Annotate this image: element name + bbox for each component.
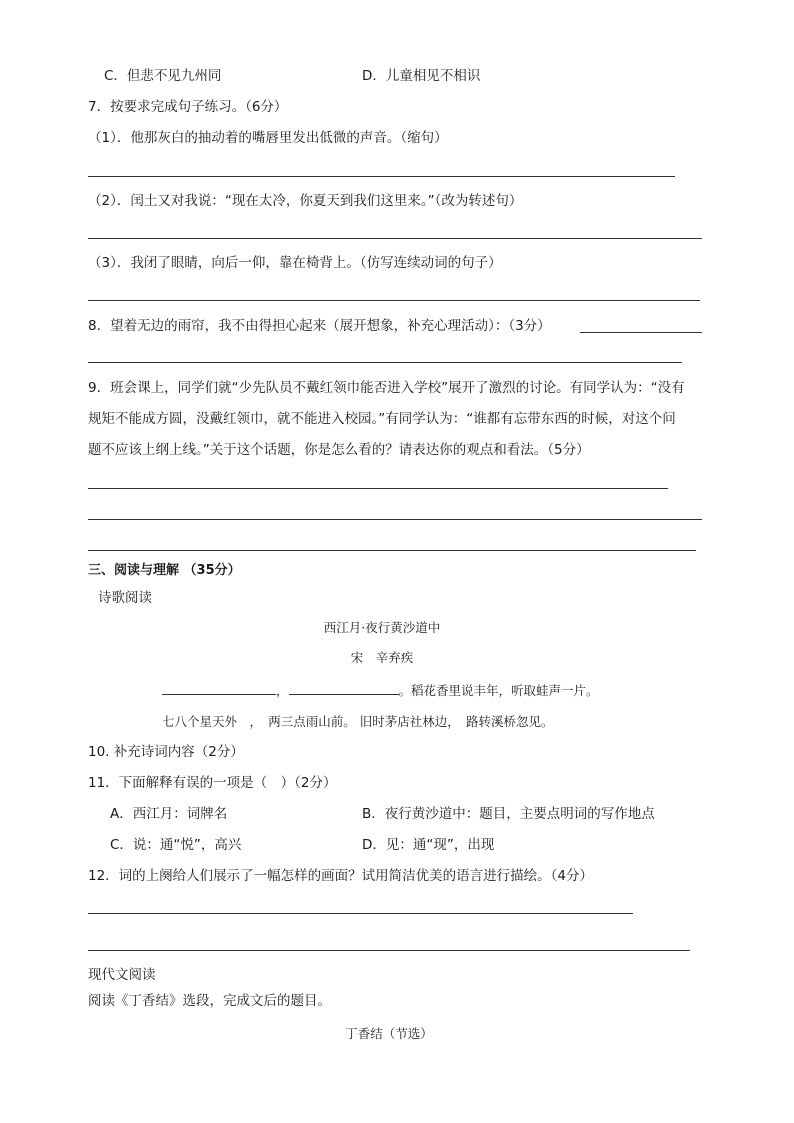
q12-answer-line-2[interactable] — [88, 950, 690, 951]
q7-title: 7．按要求完成句子练习。（6分） — [88, 99, 288, 115]
q7-sentence-1: （1）．他那灰白的抽动着的嘴唇里发出低微的声音。（缩句） — [88, 130, 448, 146]
poem-author: 宋 辛弃疾 — [350, 650, 414, 665]
section-3-heading: 三、阅读与理解 （35分） — [88, 563, 241, 578]
q9-line-3: 题不应该上纲上线。”关于这个话题，你是怎么看的？请表达你的观点和看法。（5分） — [88, 442, 590, 458]
poem-line-2: 七八个星天外 ， 两三点雨山前。 旧时茅店社林边， 路转溪桥忽见。 — [162, 714, 554, 729]
modern-reading-intro: 阅读《丁香结》选段，完成文后的题目。 — [88, 993, 331, 1009]
q9-answer-line-1[interactable] — [88, 488, 668, 489]
q11-option-b: B．夜行黄沙道中：题目，主要点明词的写作地点 — [362, 806, 655, 822]
q11-option-d: D．见：通“现”，出现 — [362, 837, 495, 853]
q9-line-1: 9．班会课上，同学们就“少先队员不戴红领巾能否进入学校”展开了激烈的讨论。有同学认为：“没有 — [88, 380, 685, 396]
q11-option-c: C．说：通“悦”，高兴 — [110, 837, 242, 853]
q7-answer-line-2[interactable] — [88, 238, 702, 239]
q12-text: 12．词的上阕给人们展示了一幅怎样的画面？试用简洁优美的语言进行描绘。（4分） — [88, 868, 594, 884]
q7-sentence-3: （3）．我闭了眼睛，向后一仰，靠在椅背上。（仿写连续动词的句子） — [88, 255, 502, 271]
q8-text: 8．望着无边的雨帘，我不由得担心起来（展开想象，补充心理活动）：（3分） — [88, 318, 551, 334]
q9-answer-line-2[interactable] — [88, 519, 702, 520]
poem-line-1-rest: 。稻花香里说丰年，听取蛙声一片。 — [398, 683, 599, 698]
q6-option-d: D．儿童相见不相识 — [362, 68, 481, 84]
q7-answer-line-3[interactable] — [88, 300, 700, 301]
poem-blank-1[interactable] — [162, 680, 276, 695]
poem-line-1 — [162, 680, 599, 701]
modern-reading-title: 丁香结（节选） — [345, 1026, 433, 1041]
q11-option-a: A．西江月：词牌名 — [110, 806, 228, 822]
poem-blank-2[interactable] — [289, 680, 399, 695]
q12-answer-line-1[interactable] — [88, 913, 633, 914]
q9-answer-line-3[interactable] — [88, 550, 696, 551]
poem-title: 西江月·夜行黄沙道中 — [323, 620, 441, 635]
q6-option-c: C．但悲不见九州同 — [104, 68, 222, 84]
poetry-reading-label: 诗歌阅读 — [98, 590, 152, 606]
poem-line-1-separator: ， — [276, 683, 289, 698]
q8-answer-inline[interactable] — [580, 332, 702, 333]
q8-answer-line[interactable] — [88, 362, 682, 363]
q10-text: 10. 补充诗词内容（2分） — [88, 744, 244, 760]
q7-answer-line-1[interactable] — [88, 176, 675, 177]
modern-reading-label: 现代文阅读 — [88, 967, 156, 983]
q11-title: 11．下面解释有误的一项是（ ）（2分） — [88, 775, 337, 791]
q7-sentence-2: （2）．闰土又对我说：“现在太冷，你夏天到我们这里来。”（改为转述句） — [88, 193, 523, 209]
q9-line-2: 规矩不能成方圆，没戴红领巾，就不能进入校园。”有同学认为：“谁都有忘带东西的时候，对这个问 — [88, 411, 676, 427]
